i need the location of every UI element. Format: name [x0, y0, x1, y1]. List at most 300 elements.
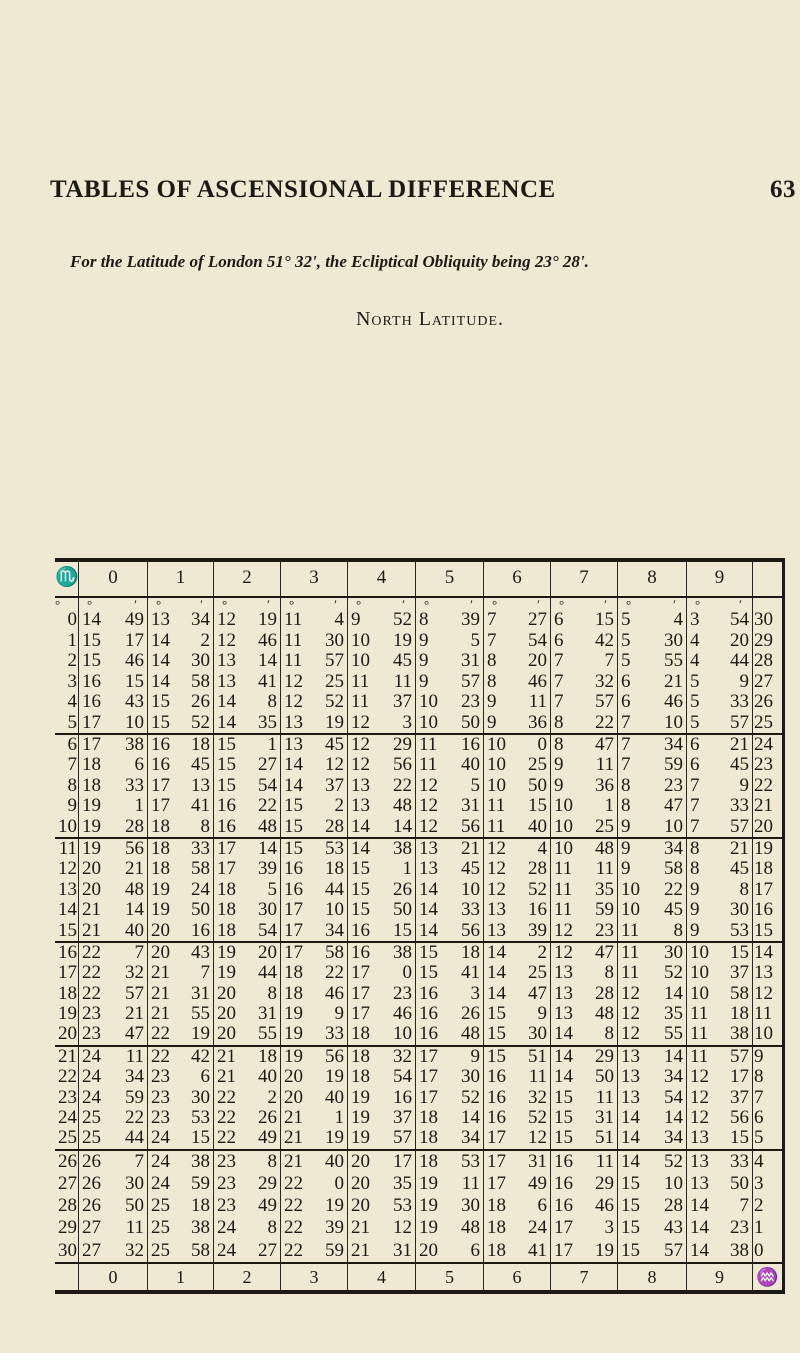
value-cell	[415, 631, 483, 652]
value-degrees: 17	[284, 941, 303, 963]
value-cell	[483, 984, 550, 1004]
table-row	[55, 672, 782, 693]
value-cell	[347, 1108, 415, 1128]
value-degrees: 9	[419, 670, 429, 692]
value-minutes: 48	[461, 1023, 480, 1045]
value-cell	[415, 943, 483, 963]
value-degrees: 26	[82, 1195, 101, 1217]
value-cell	[483, 796, 550, 816]
column-sign-header: 1	[147, 562, 213, 596]
value-cell	[686, 1088, 752, 1108]
value-degrees: 15	[151, 711, 170, 733]
value-cell	[415, 1173, 483, 1195]
value-cell	[686, 796, 752, 816]
right-degree: 29	[752, 631, 782, 652]
value-minutes: 59	[125, 1086, 144, 1108]
value-cell	[347, 1088, 415, 1108]
value-minutes: 15	[730, 941, 749, 963]
value-minutes: 14	[461, 1107, 480, 1129]
value-minutes: 8	[604, 962, 614, 984]
value-minutes: 7	[739, 1195, 749, 1217]
value-minutes: 20	[258, 941, 277, 963]
value-degrees: 19	[351, 1086, 370, 1108]
value-minutes: 3	[470, 982, 480, 1004]
value-cell	[686, 1173, 752, 1195]
value-minutes: 30	[528, 1023, 547, 1045]
value-minutes: 40	[125, 919, 144, 941]
minute-mark: ′	[402, 597, 405, 612]
row-group	[55, 610, 782, 733]
value-degrees: 11	[621, 941, 640, 963]
value-degrees: 24	[217, 1217, 236, 1239]
value-degrees: 23	[82, 1023, 101, 1045]
value-degrees: 14	[487, 962, 506, 984]
value-degrees: 14	[554, 1023, 573, 1045]
value-minutes: 6	[537, 1195, 547, 1217]
value-minutes: 59	[595, 899, 614, 921]
value-minutes: 29	[595, 1045, 614, 1067]
left-degree: 20	[58, 1023, 77, 1045]
value-degrees: 13	[284, 734, 303, 755]
value-degrees: 23	[217, 1195, 236, 1217]
degree-mark: °	[289, 597, 295, 612]
value-minutes: 44	[325, 878, 344, 900]
value-cell	[347, 713, 415, 734]
value-degrees: 7	[554, 691, 564, 712]
row-group	[55, 733, 782, 837]
value-cell	[686, 1047, 752, 1067]
value-degrees: 12	[621, 1003, 640, 1025]
value-cell	[213, 776, 280, 796]
left-degree: 13	[58, 878, 77, 900]
value-cell	[280, 1173, 347, 1195]
value-cell	[213, 839, 280, 859]
value-cell	[550, 1151, 617, 1173]
right-degree: 16	[752, 900, 782, 920]
value-minutes: 25	[528, 962, 547, 984]
value-minutes: 30	[664, 941, 683, 963]
value-cell	[347, 672, 415, 693]
column-sign-footer: 8	[617, 1264, 686, 1290]
value-minutes: 7	[134, 941, 144, 963]
value-cell	[415, 921, 483, 941]
value-cell	[78, 1067, 147, 1087]
value-degrees: 18	[82, 754, 101, 776]
value-minutes: 6	[200, 1066, 210, 1088]
value-degrees: 26	[82, 1173, 101, 1194]
value-degrees: 17	[217, 837, 236, 859]
value-cell	[147, 713, 213, 734]
value-minutes: 11	[461, 1173, 480, 1194]
value-degrees: 6	[621, 691, 631, 712]
value-minutes: 8	[604, 1023, 614, 1045]
column-sign-footer: 3	[280, 1264, 347, 1290]
row-group	[55, 1149, 782, 1262]
value-degrees: 23	[151, 1066, 170, 1088]
table-row	[55, 651, 782, 672]
value-degrees: 6	[621, 670, 631, 692]
column-sign-footer: 9	[686, 1264, 752, 1290]
left-degree: 29	[58, 1217, 77, 1239]
value-cell	[213, 880, 280, 900]
value-degrees: 16	[419, 1003, 438, 1025]
value-minutes: 20	[528, 650, 547, 671]
value-minutes: 56	[461, 919, 480, 941]
value-cell	[347, 631, 415, 652]
value-cell	[483, 880, 550, 900]
value-minutes: 50	[393, 899, 412, 921]
value-cell	[550, 1047, 617, 1067]
value-cell	[686, 921, 752, 941]
value-minutes: 29	[595, 1173, 614, 1194]
value-degrees: 22	[217, 1107, 236, 1129]
value-degrees: 22	[151, 1023, 170, 1045]
value-cell	[147, 610, 213, 631]
value-cell	[550, 796, 617, 816]
value-minutes: 10	[125, 711, 144, 733]
value-minutes: 47	[125, 1023, 144, 1045]
value-cell	[78, 610, 147, 631]
value-degrees: 7	[690, 815, 700, 837]
value-minutes: 9	[739, 774, 749, 796]
value-minutes: 33	[191, 837, 210, 859]
value-degrees: 25	[82, 1107, 101, 1129]
value-degrees: 21	[82, 899, 101, 921]
value-degrees: 15	[284, 815, 303, 837]
value-minutes: 58	[191, 670, 210, 692]
value-degrees: 17	[419, 1045, 438, 1067]
value-minutes: 40	[325, 1086, 344, 1108]
value-cell	[686, 692, 752, 713]
value-cell	[280, 631, 347, 652]
value-minutes: 14	[258, 650, 277, 671]
value-cell	[550, 859, 617, 879]
value-minutes: 5	[470, 774, 480, 796]
value-minutes: 14	[664, 1045, 683, 1067]
value-cell	[550, 1004, 617, 1024]
value-degrees: 17	[554, 1217, 573, 1239]
value-minutes: 33	[461, 899, 480, 921]
value-minutes: 19	[393, 629, 412, 651]
degree-mark: °	[559, 597, 565, 612]
value-degrees: 25	[151, 1239, 170, 1261]
left-degree: 25	[58, 1127, 77, 1149]
value-degrees: 11	[554, 858, 573, 880]
value-cell	[280, 796, 347, 816]
value-degrees: 5	[621, 629, 631, 651]
value-minutes: 10	[325, 899, 344, 921]
value-cell	[415, 755, 483, 775]
value-degrees: 21	[217, 1066, 236, 1088]
value-minutes: 57	[595, 691, 614, 712]
value-degrees: 9	[554, 754, 564, 776]
value-minutes: 33	[730, 1150, 749, 1172]
value-cell	[617, 1240, 686, 1262]
value-minutes: 7	[604, 650, 614, 671]
value-minutes: 15	[595, 609, 614, 630]
left-degree: 22	[58, 1066, 77, 1088]
value-cell	[550, 1067, 617, 1087]
value-minutes: 48	[595, 1003, 614, 1025]
value-minutes: 36	[528, 711, 547, 733]
value-minutes: 57	[393, 1127, 412, 1149]
value-degrees: 17	[419, 1086, 438, 1108]
value-minutes: 34	[461, 1127, 480, 1149]
value-cell	[147, 817, 213, 837]
value-minutes: 58	[325, 941, 344, 963]
value-minutes: 57	[730, 711, 749, 733]
value-minutes: 8	[739, 878, 749, 900]
value-degrees: 23	[151, 1107, 170, 1129]
value-cell	[280, 1151, 347, 1173]
value-degrees: 13	[419, 837, 438, 859]
value-degrees: 13	[554, 1003, 573, 1025]
value-minutes: 10	[664, 1173, 683, 1194]
value-cell	[147, 651, 213, 672]
value-minutes: 52	[664, 962, 683, 984]
value-minutes: 48	[595, 837, 614, 859]
value-minutes: 22	[393, 774, 412, 796]
right-degree: 9	[752, 1047, 782, 1067]
value-cell	[147, 1024, 213, 1044]
value-cell	[617, 943, 686, 963]
value-minutes: 32	[125, 962, 144, 984]
value-degrees: 16	[554, 1195, 573, 1217]
value-degrees: 11	[487, 815, 506, 837]
value-degrees: 19	[351, 1107, 370, 1129]
value-minutes: 23	[664, 774, 683, 796]
value-degrees: 8	[487, 650, 497, 671]
value-minutes: 52	[191, 711, 210, 733]
value-minutes: 11	[125, 1217, 144, 1239]
value-degrees: 8	[554, 711, 564, 733]
right-degree: 24	[752, 735, 782, 755]
table-row	[55, 900, 782, 920]
left-degree: 14	[58, 899, 77, 921]
value-minutes: 7	[134, 1150, 144, 1172]
row-group	[55, 837, 782, 941]
value-cell	[415, 672, 483, 693]
value-cell	[147, 631, 213, 652]
right-degree: 19	[752, 839, 782, 859]
value-minutes: 35	[595, 878, 614, 900]
value-degrees: 21	[82, 919, 101, 941]
value-cell	[147, 900, 213, 920]
value-minutes: 14	[664, 1107, 683, 1129]
value-degrees: 24	[82, 1045, 101, 1067]
value-degrees: 7	[554, 650, 564, 671]
value-cell	[415, 796, 483, 816]
value-minutes: 14	[125, 899, 144, 921]
value-degrees: 17	[82, 734, 101, 755]
section-title: North Latitude.	[355, 308, 505, 330]
value-degrees: 15	[621, 1173, 640, 1194]
value-cell	[347, 1067, 415, 1087]
value-minutes: 24	[528, 1217, 547, 1239]
value-degrees: 13	[487, 919, 506, 941]
value-minutes: 32	[125, 1239, 144, 1261]
value-minutes: 26	[393, 878, 412, 900]
value-degrees: 12	[419, 774, 438, 796]
value-cell	[617, 713, 686, 734]
value-cell	[415, 776, 483, 796]
value-degrees: 6	[554, 629, 564, 651]
value-minutes: 22	[325, 962, 344, 984]
value-cell	[415, 984, 483, 1004]
value-minutes: 54	[730, 609, 749, 630]
page-title: TABLES OF ASCENSIONAL DIFFERENCE	[50, 176, 556, 203]
value-cell	[78, 1004, 147, 1024]
value-cell	[213, 1195, 280, 1217]
left-degree: 26	[58, 1150, 77, 1172]
value-cell	[415, 1067, 483, 1087]
value-minutes: 2	[267, 1086, 277, 1108]
value-degrees: 17	[351, 1003, 370, 1025]
value-minutes: 57	[461, 670, 480, 692]
value-cell	[78, 1108, 147, 1128]
value-cell	[550, 735, 617, 755]
value-cell	[415, 1024, 483, 1044]
value-cell	[347, 880, 415, 900]
degree-mark: °	[87, 597, 93, 612]
value-cell	[147, 1004, 213, 1024]
value-cell	[213, 1151, 280, 1173]
degree-mark: °	[695, 597, 701, 612]
value-cell	[415, 1195, 483, 1217]
value-cell	[280, 735, 347, 755]
value-cell	[415, 692, 483, 713]
value-cell	[78, 1024, 147, 1044]
value-cell	[415, 900, 483, 920]
left-degree: 18	[58, 982, 77, 1004]
value-cell	[280, 943, 347, 963]
value-minutes: 53	[730, 919, 749, 941]
value-minutes: 16	[461, 734, 480, 755]
value-cell	[78, 713, 147, 734]
value-cell	[686, 610, 752, 631]
value-minutes: 37	[730, 1086, 749, 1108]
value-degrees: 18	[487, 1239, 506, 1261]
value-degrees: 5	[690, 670, 700, 692]
value-minutes: 31	[595, 1107, 614, 1129]
value-degrees: 14	[419, 878, 438, 900]
value-minutes: 45	[191, 754, 210, 776]
value-degrees: 17	[151, 774, 170, 796]
value-degrees: 5	[690, 711, 700, 733]
value-minutes: 10	[393, 1023, 412, 1045]
value-minutes: 25	[595, 815, 614, 837]
value-cell	[686, 672, 752, 693]
value-minutes: 21	[125, 1003, 144, 1025]
value-minutes: 27	[258, 754, 277, 776]
value-minutes: 46	[595, 1195, 614, 1217]
value-degrees: 12	[690, 1107, 709, 1129]
value-degrees: 20	[284, 1066, 303, 1088]
value-minutes: 48	[258, 815, 277, 837]
value-degrees: 19	[284, 1045, 303, 1067]
table-row	[55, 1195, 782, 1217]
value-degrees: 9	[487, 691, 497, 712]
value-minutes: 52	[461, 1086, 480, 1108]
value-cell	[686, 776, 752, 796]
value-cell	[147, 963, 213, 983]
value-minutes: 4	[537, 837, 547, 859]
value-degrees: 13	[284, 711, 303, 733]
value-minutes: 46	[325, 982, 344, 1004]
value-degrees: 5	[621, 609, 631, 630]
value-degrees: 12	[217, 609, 236, 630]
value-minutes: 0	[537, 734, 547, 755]
value-minutes: 46	[258, 629, 277, 651]
value-minutes: 44	[730, 650, 749, 671]
value-degrees: 8	[690, 837, 700, 859]
value-cell	[617, 1067, 686, 1087]
value-minutes: 8	[267, 982, 277, 1004]
value-cell	[483, 1088, 550, 1108]
left-degree: 30	[58, 1239, 77, 1261]
value-degrees: 12	[554, 941, 573, 963]
value-degrees: 27	[82, 1217, 101, 1239]
value-cell	[280, 1004, 347, 1024]
value-degrees: 16	[151, 734, 170, 755]
value-cell	[347, 900, 415, 920]
value-degrees: 10	[690, 982, 709, 1004]
value-minutes: 57	[730, 815, 749, 837]
value-minutes: 19	[191, 1023, 210, 1045]
value-minutes: 30	[258, 899, 277, 921]
value-minutes: 0	[402, 962, 412, 984]
value-minutes: 45	[325, 734, 344, 755]
value-cell	[280, 1240, 347, 1262]
table-row	[55, 817, 782, 837]
value-minutes: 43	[191, 941, 210, 963]
value-minutes: 39	[258, 858, 277, 880]
value-cell	[78, 900, 147, 920]
value-minutes: 8	[673, 919, 683, 941]
value-degrees: 9	[690, 899, 700, 921]
left-degree: 11	[58, 837, 77, 859]
value-minutes: 32	[528, 1086, 547, 1108]
value-degrees: 16	[82, 691, 101, 712]
value-cell	[483, 1108, 550, 1128]
value-cell	[483, 921, 550, 941]
value-degrees: 16	[487, 1086, 506, 1108]
value-minutes: 42	[191, 1045, 210, 1067]
value-degrees: 26	[82, 1150, 101, 1172]
value-cell	[147, 943, 213, 963]
value-minutes: 6	[134, 754, 144, 776]
value-cell	[617, 984, 686, 1004]
value-minutes: 56	[125, 837, 144, 859]
value-degrees: 17	[487, 1173, 506, 1194]
value-minutes: 22	[125, 1107, 144, 1129]
left-degree: 9	[67, 795, 77, 817]
value-minutes: 59	[325, 1239, 344, 1261]
value-minutes: 40	[528, 815, 547, 837]
value-degrees: 9	[621, 837, 631, 859]
value-minutes: 23	[730, 1217, 749, 1239]
value-cell	[415, 1004, 483, 1024]
value-degrees: 7	[621, 711, 631, 733]
value-degrees: 22	[82, 962, 101, 984]
value-degrees: 17	[284, 899, 303, 921]
value-cell	[550, 817, 617, 837]
value-cell	[78, 839, 147, 859]
value-degrees: 15	[419, 941, 438, 963]
value-degrees: 17	[82, 711, 101, 733]
value-degrees: 15	[419, 962, 438, 984]
value-degrees: 13	[621, 1045, 640, 1067]
